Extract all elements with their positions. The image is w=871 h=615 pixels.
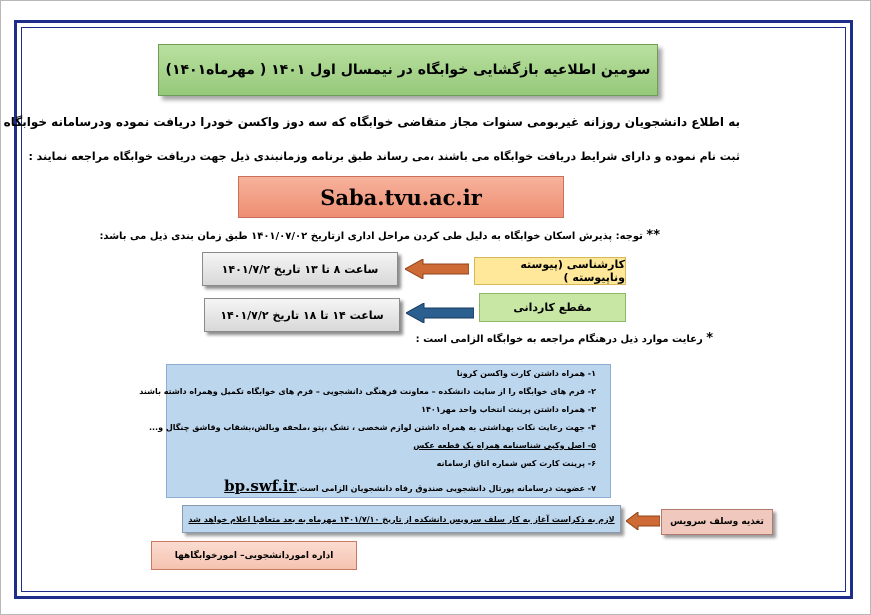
arrow-left-orange-icon (626, 512, 660, 530)
arrow-left-orange-icon (405, 259, 469, 279)
list-item: ۱- همراه داشتن کارت واکسن کرونا (456, 369, 596, 378)
food-service-label: تغذیه وسلف سرویس (661, 509, 773, 535)
program-bachelor: کارشناسی (پیوسته وناپیوسته ) (474, 257, 626, 285)
admission-note (60, 228, 660, 243)
requirements-list (139, 364, 611, 498)
intro-line-1: به اطلاع دانشجویان روزانه غیربومی سنوات مجاز متقاضی خوابگاه که سه دوز واکسن خودرا دریافت نموده ودرسامانه خوابگاه (3, 115, 740, 129)
schedule-time-associate: ساعت ۱۴ تا ۱۸ تاریخ ۱۴۰۱/۷/۲ (204, 298, 400, 332)
bp-portal-link[interactable]: bp.swf.ir (224, 477, 297, 495)
portal-url-box[interactable] (238, 176, 564, 218)
self-service-note: لازم به ذکراست آغاز به کار سلف سرویس دانشکده از تاریخ ۱۴۰۱/۷/۱۰ مهرماه به بعد متعاقبا اعلام خواهد شد (182, 505, 621, 533)
list-item: ۶- پرینت کارت کس شماره اتاق ازسامانه (436, 459, 596, 468)
list-item (175, 477, 596, 495)
list-item: ۲- فرم های خوابگاه را از سایت دانشکده – معاونت فرهنگی دانشجویی – فرم های خوابگاه تکمیل وهمراه داشته باشند (139, 387, 596, 396)
list-item-text: ۷- عضویت درسامانه پورتال دانشجویی صندوق رفاه دانشجویان الزامی است. (296, 484, 596, 493)
portal-url[interactable]: Saba.tvu.ac.ir (320, 184, 482, 210)
arrow-left-blue-icon (406, 303, 474, 323)
admission-note-text: توجه: پذیرش اسکان خوابگاه به دلیل طی کردن مراحل اداری ازتاریخ ۱۴۰۱/۰۷/۰۲ طبق زمان بندی ذیل می باشد: (99, 231, 647, 242)
announcement-title: سومین اطلاعیه بازگشایی خوابگاه در نیمسال اول ۱۴۰۱ ( مهرماه۱۴۰۱) (158, 44, 658, 96)
requirements-note (300, 331, 713, 346)
note-star-icon: ** (646, 228, 660, 243)
list-item: ۳- همراه داشتن پرینت انتخاب واحد مهر۱۴۰۱ (421, 405, 596, 414)
program-associate: مقطع کاردانی (479, 293, 626, 322)
schedule-time-bachelor: ساعت ۸ تا ۱۳ تاریخ ۱۴۰۱/۷/۲ (202, 252, 398, 286)
list-item: ۴- جهت رعایت نکات بهداشتی به همراه داشتن لوازم شخصی ، تشک ،پتو ،ملحفه وبالش،بشقاب وقاشق چنگال و... (148, 423, 596, 432)
intro-line-2: ثبت نام نموده و دارای شرایط دریافت خوابگاه می باشند ،می رساند طبق برنامه وزمانبندی ذیل جهت دریافت خوابگاه مراجعه نمایند : (28, 150, 740, 163)
requirements-note-text: رعایت موارد ذیل درهنگام مراجعه به خوابگاه الزامی است : (415, 334, 707, 345)
requirements-star-icon: * (706, 331, 713, 346)
list-item: ۵- اصل وکپی شناسنامه همراه یک قطعه عکس (413, 441, 596, 450)
admin-signature: اداره اموردانشجویی– امورخوابگاهها (151, 541, 357, 570)
